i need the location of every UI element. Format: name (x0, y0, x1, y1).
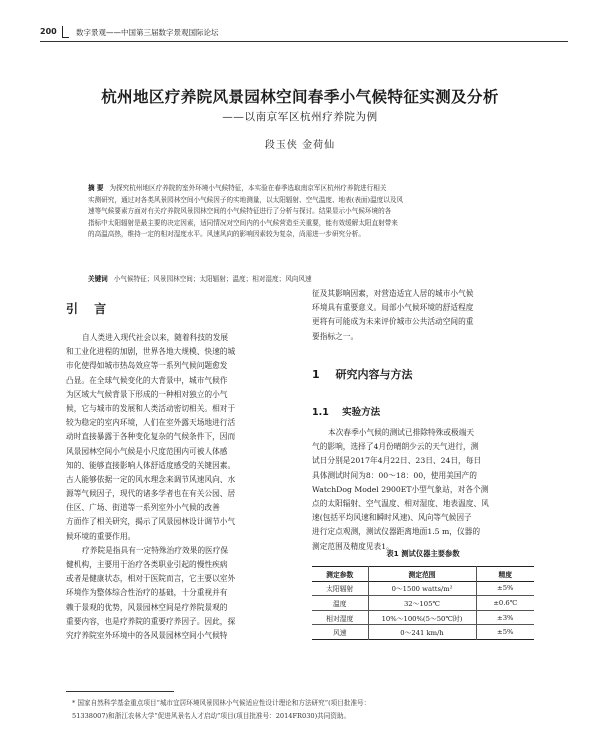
intro-text (66, 331, 286, 643)
footnote-line: 51338007)和浙江农林大学“促进风景名人才启动”项目(项目批准号：2014FR030)共同资助。 (72, 711, 351, 720)
text-line: 具体测试时间为8：00～18：00，使用美国产的 (312, 470, 477, 480)
text-line: 更将有可能成为未来评价城市公共活动空间的重 (312, 317, 474, 327)
table-row (312, 625, 534, 640)
text-line: 候，它与城市的发展和人类活动密切相关。相对于 (66, 403, 236, 413)
table-caption: 表1 测试仪器主要参数 (386, 549, 460, 558)
text-line: 环境具有重要意义。局部小气候环境的舒适程度 (312, 303, 474, 313)
table-cell: 风速 (312, 625, 368, 640)
text-line: 健机构，主要用于治疗各类职业引起的慢性疾病 (66, 560, 228, 569)
text-line: 要指标之一。 (312, 331, 359, 341)
text-line: 征及其影响因素，对营造适宜人居的城市小气候 (312, 289, 474, 298)
table-cell: 太阳辐射 (312, 581, 368, 596)
text-line: 住区、广场、街道等一系列室外小气候的改善 (66, 503, 220, 513)
abstract-line: 的高温高热，维持一定的相对湿度水平。风速风向的影响因素较为复杂，尚需进一步研究分析。 (88, 230, 365, 238)
text-line: 速(包括平均风速和瞬时风速)、风向等气候因子 (312, 513, 472, 523)
footnote-line: * 国家自然科学基金重点项目“城市宜居环境风景园林小气候适应性设计理论和方法研究”(项目批准号： (72, 699, 371, 707)
text-line: 方面作了相关研究，揭示了风景园林设计调节小气 (66, 517, 236, 527)
text-line: 动时直接暴露于各种变化复杂的气候条件下，因而 (66, 432, 236, 442)
keywords-text: 小气候特征；风景园林空间；太阳辐射；温度；相对湿度；风向风速 (113, 275, 312, 283)
table-cell: 0～241 km/h (368, 625, 476, 640)
table-cell: 10%～100%(5～50℃时) (368, 610, 476, 625)
abstract-line: 速等气候要素方面对有关疗养院风景园林空间的小气候特征进行了分析与探讨。结果显示小气候环境的各 (88, 207, 392, 215)
abstract-line: 实测研究，通过对各类风景园林空间小气候因子的实地测量，以太阳辐射、空气温度、地表(表面)温度以及风 (88, 195, 404, 204)
text-line: 和工业化进程的加剧，世界各地大规模、快速的城 (66, 347, 236, 357)
abstract-line: 摘 要 为探究杭州地区疗养院的室外环境小气候特征，本实验在春季选取南京军区杭州疗养院进行相关 (88, 184, 387, 192)
text-line: 候环境的重要作用。 (66, 531, 136, 541)
table-cell: ±5% (497, 584, 514, 593)
text-line: 气的影响，选择了4月份晴朗少云的天气进行，测 (312, 442, 479, 452)
table-cell: ±5% (497, 628, 514, 637)
text-line: 较为稳定的室内环境，人们在室外露天场地进行活 (66, 418, 236, 428)
table-header-cell: 精度 (498, 570, 513, 579)
paper-title: 杭州地区疗养院风景园林空间春季小气候特征实测及分析 (101, 88, 499, 106)
table-row (312, 610, 534, 625)
text-line: 究疗养院室外环境中的各风景园林空间小气候特 (66, 630, 228, 640)
table-cell: 32～105℃ (368, 596, 476, 611)
text-line: 风景园林空间小气候是小尺度范围内可被人体感 (66, 446, 228, 456)
text-line: 古人能够依据一定的风水理念来调节风速风向、水 (66, 474, 236, 484)
table-cell: ±0.6℃ (493, 598, 518, 607)
text-line: 凸显。在全球气候变化的大背景中，城市气候作 (66, 375, 228, 385)
section-1-1-title: 实验方法 (342, 407, 381, 418)
text-line: 试日分别是2017年4月22日、23日、24日，每日 (312, 456, 482, 466)
text-line: 测定范围及精度见表1。 (312, 541, 394, 551)
header-rule (40, 41, 568, 42)
header-source: 数字景观——中国第三届数字景观国际论坛 (76, 28, 219, 37)
intro-heading: 引 言 (66, 302, 113, 316)
table-row (312, 581, 534, 596)
table-header-row (312, 567, 534, 582)
footnote-rule (66, 691, 174, 692)
table-cell: 温度 (312, 596, 368, 611)
abstract (88, 183, 514, 241)
text-line: 自人类进入现代社会以来，随着科技的发展 (82, 333, 229, 342)
page-number: 200 (40, 27, 57, 36)
table-row (312, 596, 534, 611)
section-1-1-heading (312, 404, 380, 418)
section-1-title: 研究内容与方法 (335, 368, 413, 381)
abstract-line: 指标中太阳辐射是最主要的决定因素，适同情况对空间内的小气候营造至关重要，能有效缓解太阳直射带来 (88, 218, 398, 227)
instrument-table (312, 566, 534, 640)
text-line: WatchDog Model 2900ET小型气象站，对各个测 (312, 484, 489, 494)
keywords-label: 关键词 (88, 275, 108, 283)
text-line: 重要内容，也是疗养院的重要疗养因子。因此，探 (66, 616, 236, 626)
text-line: 源等气候因子，现代的诸多学者也在有关公园、居 (66, 489, 236, 499)
running-header (40, 26, 568, 42)
text-line: 进行定点观测，测试仪器距离地面1.5 m，仪器的 (312, 527, 481, 537)
table-header-cell: 测定参数 (312, 567, 368, 582)
section-1-number: 1 (312, 368, 320, 381)
text-line: 环境作为整体综合性治疗的基础，十分重视并有 (66, 588, 228, 598)
paper-authors: 段玉侠 金荷仙 (264, 140, 336, 151)
table-cell: 0～1500 watts/m² (368, 581, 476, 596)
footnote (72, 697, 536, 722)
abstract-label: 摘 要 (88, 184, 104, 192)
keywords (88, 273, 514, 283)
text-line: 疗养院是指具有一定特殊治疗效果的医疗保 (82, 545, 229, 555)
text-line: 或者是健康状态，相对于医院而言，它主要以室外 (66, 574, 236, 584)
table-header-cell: 测定范围 (368, 567, 476, 582)
header-bracket-mark (62, 26, 69, 38)
text-line: 本次春季小气候的测试已排除特殊或极端天 (328, 428, 475, 437)
text-line: 为区域大气候背景下形成的一种相对独立的小气 (66, 389, 228, 399)
paper-subtitle: ——以南京军区杭州疗养院为例 (222, 111, 378, 123)
text-line: 赖于景观的优势，风景园林空间是疗养院景观的 (66, 602, 228, 612)
table-cell: 相对湿度 (312, 610, 368, 625)
text-line: 知的、能够直接影响人体舒适度感受的关键因素。 (66, 460, 236, 470)
method-text (312, 426, 534, 554)
intro-continued (312, 287, 534, 344)
text-line: 点的太阳辐射、空气温度、相对湿度、地表温度、风 (312, 498, 489, 508)
text-line: 市化使得如城市热岛效应等一系列气候问题愈发 (66, 361, 228, 371)
table-cell: ±3% (497, 613, 514, 622)
section-1-heading (312, 366, 413, 382)
section-1-1-number: 1.1 (312, 407, 329, 418)
